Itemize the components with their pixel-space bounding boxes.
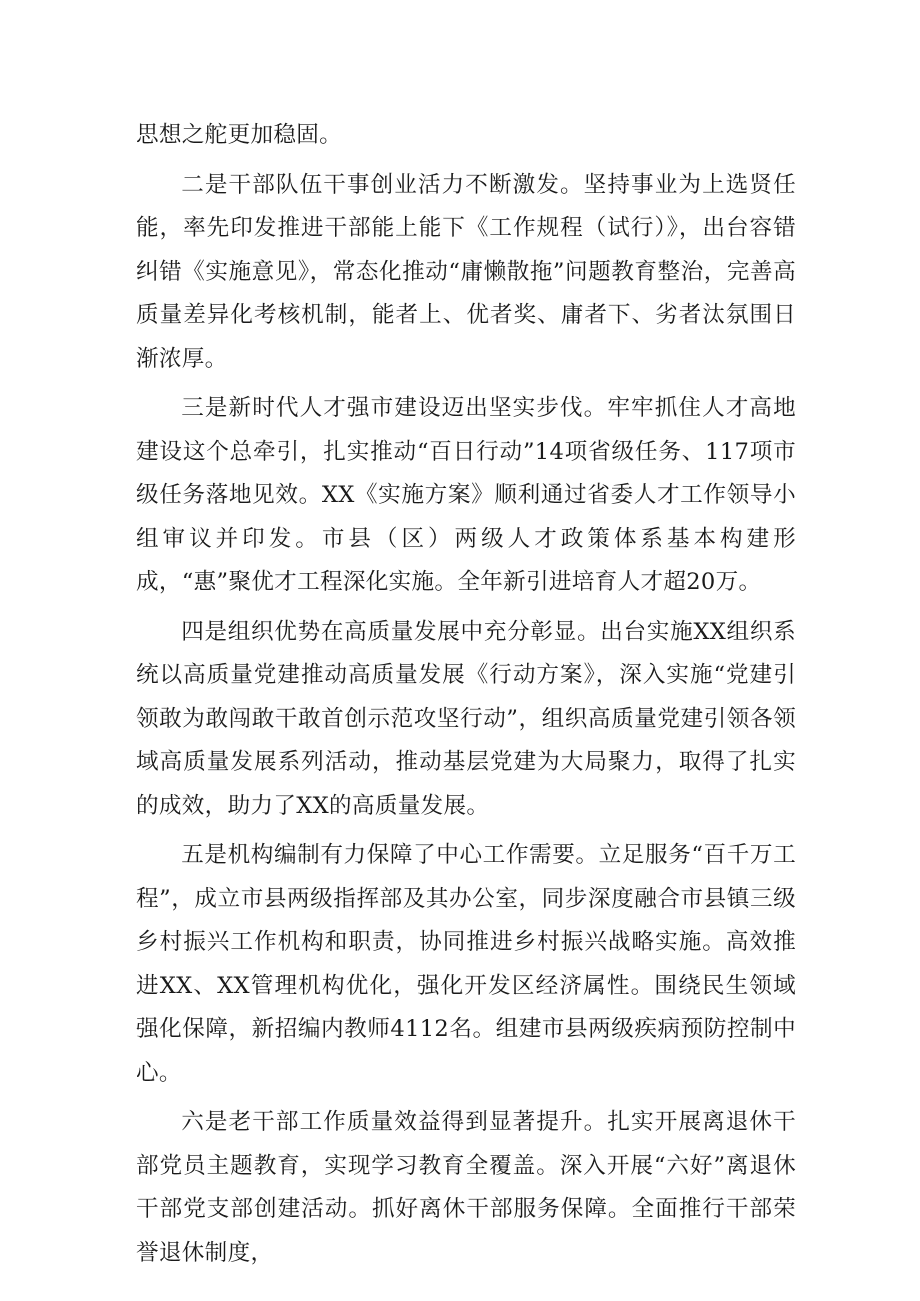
paragraph-organization-advantage: 四是组织优势在高质量发展中充分彰显。出台实施XX组织系统以高质量党建推动高质量发展《行动方案》，深入实施“党建引领敢为敢闯敢干敢首创示范攻坚行动”，组织高质量党建引领各领域高质量发展系列活动，推动基层党建为大局聚力，取得了扎实的成效，助力了XX的高质量发展。 bbox=[136, 618, 796, 819]
paragraph-institution-staffing: 五是机构编制有力保障了中心工作需要。立足服务“百千万工程”，成立市县两级指挥部及其办公室，同步深度融合市县镇三级乡村振兴工作机构和职责，协同推进乡村振兴战略实施。高效推进XX、XX管理机构优化，强化开发区经济属性。围绕民生领域强化保障，新招编内教师4112名。组建市县两级疾病预防控制中心。 bbox=[136, 842, 796, 1086]
paragraph-talent-city: 三是新时代人才强市建设迈出坚实步伐。牢牢抓住人才高地建设这个总牵引，扎实推动“百日行动”14项省级任务、117项市级任务落地见效。XX《实施方案》顺利通过省委人才工作领导小组审议并印发。市县（区）两级人才政策体系基本构建形成，“惠”聚优才工程深化实施。全年新引进培育人才超20万。 bbox=[136, 395, 796, 595]
paragraph-cadre-vitality: 二是干部队伍干事创业活力不断激发。坚持事业为上选贤任能，率先印发推进干部能上能下《工作规程（试行）》，出台容错纠错《实施意见》，常态化推动“庸懒散拖”问题教育整治，完善高质量差异化考核机制，能者上、优者奖、庸者下、劣者汰氛围日渐浓厚。 bbox=[136, 171, 796, 372]
paragraph-retired-cadres: 六是老干部工作质量效益得到显著提升。扎实开展离退休干部党员主题教育，实现学习教育全覆盖。深入开展“六好”离退休干部党支部创建活动。抓好离休干部服务保障。全面推行干部荣誉退休制度， bbox=[136, 1109, 796, 1266]
paragraph-continuation: 思想之舵更加稳固。 bbox=[136, 122, 343, 148]
document-body bbox=[136, 114, 796, 1281]
